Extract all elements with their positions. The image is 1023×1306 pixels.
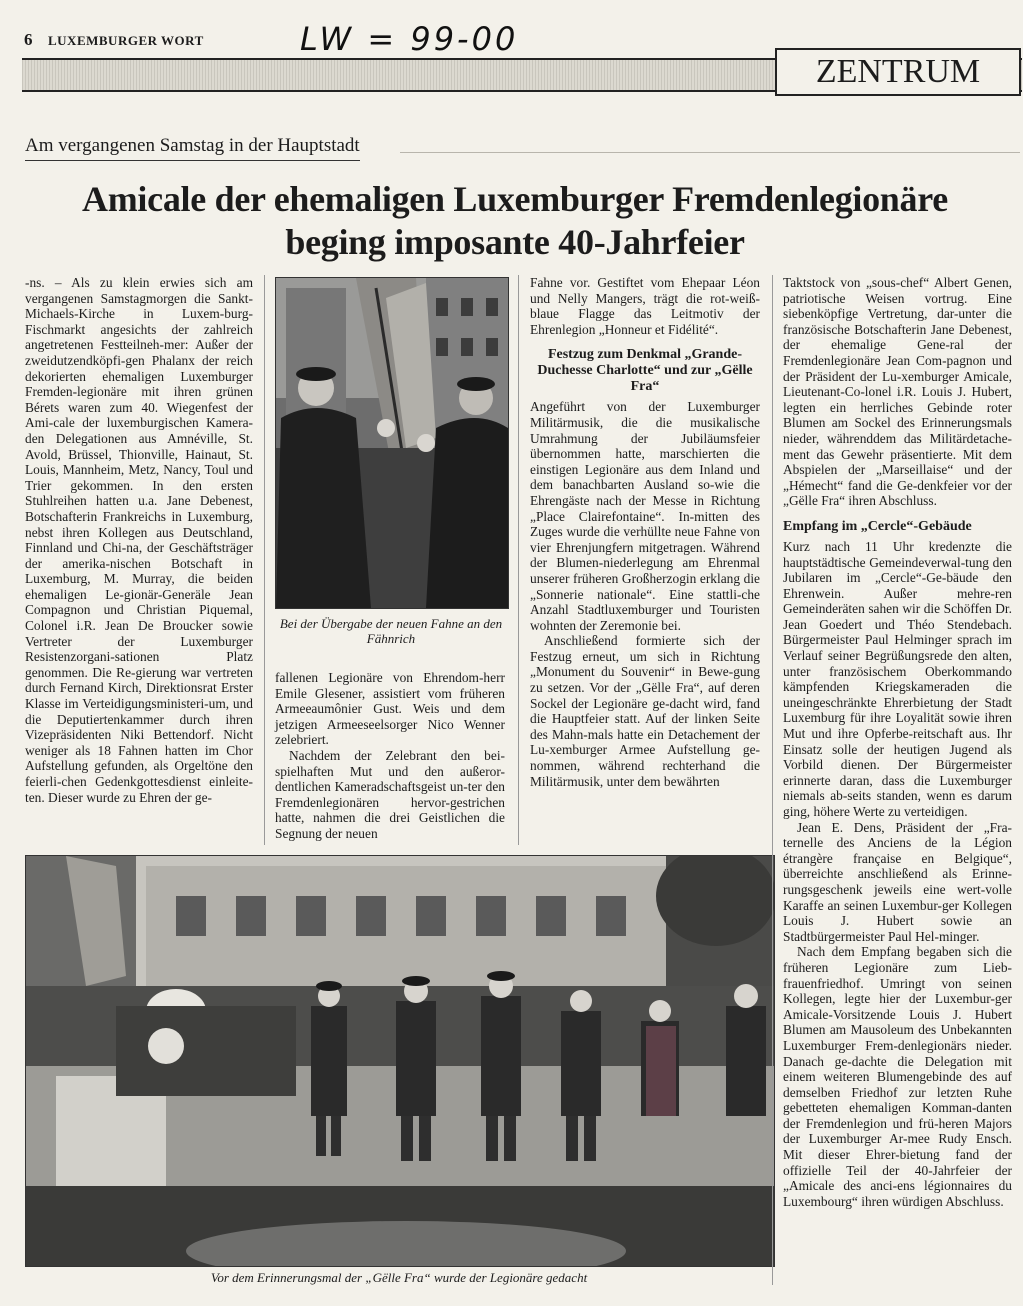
paragraph: -ns. – Als zu klein erwies sich am vergangenen Samstagmorgen die Sankt-Michaels-Kirche in Luxem-burg-Fischmarkt angesichts der zahlreich angetretenen Festteilneh-mer: Außer der zweidutzendköpfi-gen Phalanx der reich dekorierten ehemaligen Luxemburger Fremden-legionäre mit ihren grünen Bérets waren zum 40. Wiegenfest der Ami-cale der luxemburgischen Kamera-den Delegationen aus Amnéville, St. Avold, Brüssel, Thionville, Hainaut, St. Louis, Mannheim, Metz, Nancy, Toul und Trier gekommen. In den ersten Stuhlreihen hatten u.a. Jane Debenest, Botschafterin Frankreichs in Luxemburg, nebst ihren Kollegen aus Deutschland, Finnland und Chi-na, der Geschäftsträger der amerika-nischen Botschaft in Luxemburg, M. Murray, die beiden ehemaligen Le-gionär-Generäle Jean Compagnon und Christian Piquemal, Colonel i.R. Jean De Broucker sowie Vertreter der Luxemburger Resistenzorgani-sationen Platz genommen. Die Re-gierung war vertreten durch Fernand Kirch, Direktionsrat Erster Klasse im Verteidigungsministeri-um, und die Deputiertenkammer durch ihren Vizepräsidenten Niki Bettendorf. Nicht weniger als 18 Fahnen hatten im Chor Aufstellung gefunden, als Orgeltöne den feierli-chen Gedenkgottesdienst einleite-ten. Dieser wurde zu Ehren der ge-	[25, 275, 253, 805]
photo-flag-handover	[275, 277, 509, 609]
column-rule	[264, 275, 265, 845]
photo-flag-handover-image	[276, 278, 508, 608]
headline-line-1: Amicale der ehemaligen Luxemburger Fremdenlegionäre	[82, 179, 948, 219]
column-rule	[518, 275, 519, 845]
article-column-3	[530, 275, 760, 789]
subheading-festzug: Festzug zum Denkmal „Grande-Duchesse Charlotte“ und zur „Gëlle Fra“	[537, 347, 753, 395]
photo-memorial-ceremony-caption: Vor dem Erinnerungsmal der „Gëlle Fra“ wurde der Legionäre gedacht	[210, 1270, 588, 1285]
paragraph: Taktstock von „sous-chef“ Albert Genen, patriotische Weisen vortrug. Eine siebenköpfige Vertretung, dar-unter die französische Botschafterin Jane Debenest, der ehemalige Gene-ral der Fremdenlegionäre Jean Com-pagnon und der Präsident der Lu-xemburger Amicale, Lieutenant-Co-lonel i.R. Louis J. Hubert, legten ein herrliches Gebinde roter Blumen am Sockel des Erinnerungsmals nieder, währenddem das Militärdetache-ment das Gewehr präsentierte. Mit dem Abspielen der „Marseillaise“ und der „Hémecht“ fand die Ge-denkfeier vor der „Gëlle Fra“ ihren Abschluss.	[783, 275, 1012, 509]
paragraph: Nachdem der Zelebrant den bei-spielhaften Mut und den außeror-dentlichen Kameradschaftsgeist un-ter den Fremdenlegionären hervor-gestrichen hatte, nahmen die drei Geistlichen die Segnung der neuen	[275, 747, 505, 841]
handwritten-note: LW = 99-00	[300, 20, 519, 58]
photo-flag-handover-caption: Bei der Übergabe der neuen Fahne an den Fähnrich	[279, 616, 503, 646]
paragraph: Jean E. Dens, Präsident der „Fra-ternelle des Anciens de la Légion étrangère française en Belgique“, überreichte anschließend als Erinne-rungsgeschenk jeweils eine wert-volle Karaffe an seinen Luxembur-ger Kollegen Louis J. Hubert sowie an Stadtbürgermeister Paul Hel-minger.	[783, 819, 1012, 944]
paragraph: Fahne vor. Gestiftet vom Ehepaar Léon und Nelly Mangers, trägt die rot-weiß-blaue Flagge das Leitmotiv der Ehrenlegion „Honneur et Fidélité“.	[530, 275, 760, 337]
paragraph: Anschließend formierte sich der Festzug erneut, um sich in Richtung „Monument du Souvenir“ in Bewe-gung zu setzen. Vor der „Gëlle Fra“, auf deren Sockel der Legionäre ge-dacht wird, fand die Hauptfeier statt. Auf der linken Seite des Mahn-mals hatte ein Detachement der Lu-xemburger Armee Aufstellung ge-nommen, während rechterhand die Militärmusik, unter dem bewährten	[530, 633, 760, 789]
photo-memorial-ceremony-image	[26, 856, 774, 1266]
photo-memorial-ceremony	[25, 855, 775, 1267]
article-headline	[20, 178, 1010, 264]
headline-line-2: beging imposante 40-Jahrfeier	[285, 222, 745, 262]
column-rule	[772, 275, 773, 1285]
subheading-empfang: Empfang im „Cercle“-Gebäude	[783, 518, 972, 534]
newspaper-name: LUXEMBURGER WORT	[48, 33, 204, 48]
page-number: 6	[24, 30, 33, 49]
article-column-2	[275, 670, 505, 842]
paragraph: Nach dem Empfang begaben sich die früheren Legionäre zum Lieb-frauenfriedhof. Umringt von seinen Kollegen, legte hier der Luxembur-ger Amicale-Vorsitzende Louis J. Hubert Blumen am Mausoleum des Unbekannten Luxemburger Frem-denlegionärs nieder. Danach ge-dachte die Delegation mit einem weiteren Blumengebinde des auf demselben Friedhof zur letzten Ruhe gebetteten ehemaligen Komman-danten der Fremdenlegion und frü-heren Majors der Luxemburger Ar-mee Rudy Ensch. Mit dieser Ehrer-bietung fand der offizielle Teil der 40-Jahrfeier der „Amicale des anci-ens légionnaires du Luxembourg“ ihren würdigen Abschluss.	[783, 944, 1012, 1209]
paragraph: Kurz nach 11 Uhr kredenzte die hauptstädtische Gemeindeverwal-tung den Jubilaren im „Cercle“-Ge-bäude den Ehrenwein. Außer mehre-ren Gemeinderäten sahen wir die Schöffen Dr. Jean Goedert und Théo Stendebach. Bürgermeister Paul Helminger sprach im Verlauf seiner Begrüßungsrede den alten, unter französischem Oberkommando kämpfenden Kriegskameraden die uneingeschränkte Ehrerbietung der Stadt Luxemburg für ihre Loyalität sowie ihren Mut und ihre Opferbe-reitschaft aus. Ihr Einsatz solle der heutigen Jugend als Vorbild dienen. Der Bürgermeister erinnerte daran, dass die Luxemburger niemals ab-seits standen, wenn es darum ging, höhere Werte zu verteidigen.	[783, 538, 1012, 819]
bleed-through-strip	[400, 132, 1020, 153]
paragraph: Angeführt von der Luxemburger Militärmusik, die die musikalische Umrahmung der Jubiläumsfeier übernommen hatte, marschierten die einstigen Legionäre aus dem Inland und dem banachbarten Ausland so-wie die Ehrengäste nach der Messe in Richtung „Place Clairefontaine“. In-mitten des Zuges wurde die verhüllte neue Fahne von vier Ehrenjungfern mitgetragen. Während der Blumen-niederlegung am Ehrenmal unserer früheren Großherzogin erklang die „Sonnerie nationale“. Eine stattli-che Anzahl Stadtluxemburger und Touristen wohnten der Zeremonie bei.	[530, 399, 760, 633]
article-column-4	[783, 275, 1012, 1209]
paragraph: fallenen Legionäre von Ehrendom-herr Emile Glesener, assistiert vom früheren Armeeaumônier Gust. Weis und dem jetzigen Armeeseelsorger Nico Wenner zelebriert.	[275, 670, 505, 748]
section-title: ZENTRUM	[775, 48, 1021, 96]
article-kicker: Am vergangenen Samstag in der Hauptstadt	[25, 135, 360, 161]
article-column-1	[25, 275, 253, 805]
